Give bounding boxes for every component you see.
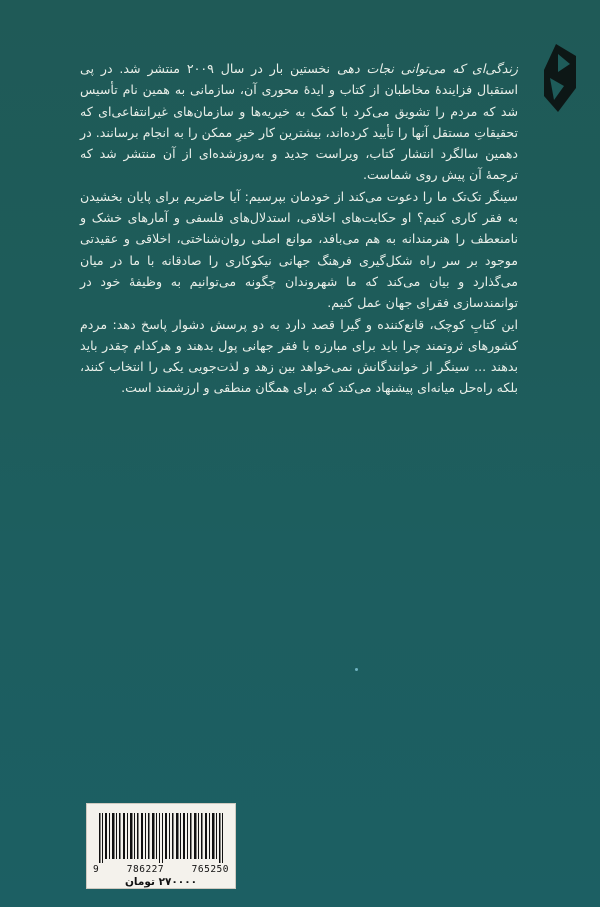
price-label: ۲۷۰۰۰۰ تومان xyxy=(124,876,198,888)
barcode-label xyxy=(86,803,236,889)
isbn-group-1: 786227 xyxy=(126,864,165,875)
blurb-paragraph-2: سینگر تک‌تک ما را دعوت می‌کند از خودمان بپرسیم: آیا حاضریم برای پایان بخشیدن به فقر کاری کنیم؟ او حکایت‌های اخلاقی، استدلال‌های فلسفی و آمارهای خشک و نامنعطف را هنرمندانه به هم می‌بافد، موانع اصلی روان‌شناختی، اخلاقی و عقیدتی موجود بر سر راه شکل‌گیری فرهنگ جهانی نیکوکاری را صادقانه با ما در میان می‌گذارد و بیان می‌کند که ما شهروندان چگونه می‌توانیم به وظیفهٔ خود در توانمندسازی فقرای جهان عمل کنیم. xyxy=(80,188,518,311)
publisher-logo-icon xyxy=(536,42,578,114)
isbn-group-2: 765250 xyxy=(191,864,229,875)
blurb-paragraph-3: این کتابِ کوچک، قانع‌کننده و گیرا قصد دارد به دو پرسش دشوار پاسخ دهد: مردم کشورهای ثروتمند چرا باید برای مبارزه با فقر جهانی پول بدهند و هرکدام چقدر باید بدهند ... سینگر از خوانندگانش نمی‌خواهد بین زهد و لذت‌جویی یکی را انتخاب کنند، بلکه راه‌حل میانه‌ای پیشنهاد می‌کند که برای همگان منطقی و ارزشمند است. xyxy=(80,316,518,396)
blurb-paragraph-1-text: نخستین بار در سال ۲۰۰۹ منتشر شد. در پی استقبال فزایندهٔ مخاطبان از کتاب و ایدهٔ محوری آن، سازمانی به همین نام تأسیس شد که مردم را تشویق می‌کرد با کمک به خیریه‌ها و سازمان‌های غیرانتفاعی‌ای که تحقیقاتِ مستقل آنها را تأیید کرده‌اند، بیشترین کار خیرِ ممکن را به انجام برسانند. در دهمین سالگرد انتشار کتاب، ویراست جدید و به‌روزشده‌ای از آن منتشر شد که ترجمهٔ آن پیش روی شماست. xyxy=(80,61,518,183)
isbn-lead-digit: 9 xyxy=(93,864,100,875)
barcode-icon xyxy=(97,813,225,863)
blurb-paragraph-1 xyxy=(80,58,518,186)
isbn-number xyxy=(93,864,229,875)
book-title-inline: زندگی‌ای که می‌توانی نجات دهی xyxy=(336,61,519,76)
decorative-speck xyxy=(355,668,358,671)
blurb-text xyxy=(80,58,518,399)
